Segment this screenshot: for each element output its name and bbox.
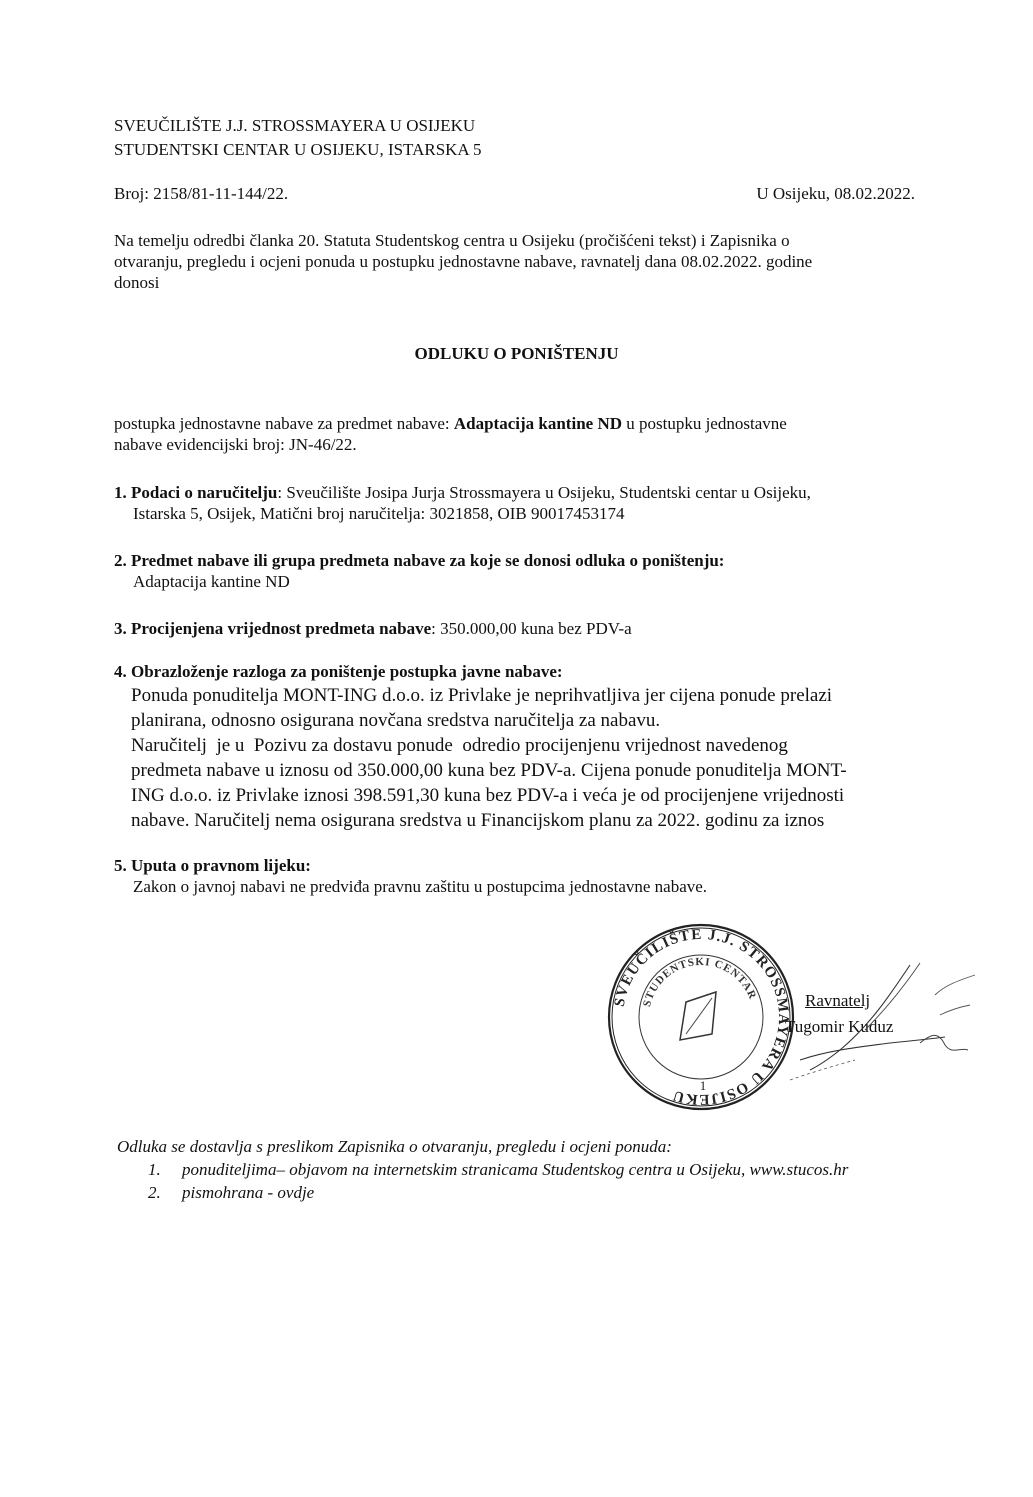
section-4-heading: 4. Obrazloženje razloga za poništenje postupka javne nabave: xyxy=(114,662,563,681)
official-stamp-seal xyxy=(606,922,796,1112)
distribution-item-text: ponuditeljima– objavom na internetskim stranicama Studentskog centra u Osijeku, www.stucos.hr xyxy=(182,1160,849,1179)
distribution-item xyxy=(148,1159,848,1180)
section-4-line: planirana, odnosno osigurana novčana sredstva naručitelja za nabavu. xyxy=(131,710,661,731)
distribution-item-number: 2. xyxy=(148,1183,161,1202)
section-2 xyxy=(114,550,724,592)
subject-line: nabave evidencijski broj: JN-46/22. xyxy=(114,435,357,454)
stamp-inner-text: STUDENTSKI CENTAR xyxy=(641,955,759,1009)
stamp-ring-text: SVEUČILIŠTE J.J. STROSSMAYERA U OSIJEKU xyxy=(611,926,792,1108)
document-title: ODLUKU O PONIŠTENJU xyxy=(414,344,619,363)
signatory-name: Tugomir Kuduz xyxy=(785,1017,894,1036)
section-3-heading: 3. Procijenjena vrijednost predmeta nabave xyxy=(114,619,432,638)
section-4-line: ING d.o.o. iz Privlake iznosi 398.591,30 kuna bez PDV-a i veća je od procijenjene vrijednosti xyxy=(131,785,845,806)
section-4-body xyxy=(131,683,916,833)
section-5-text: Zakon o javnoj nabavi ne predviđa pravnu zaštitu u postupcima jednostavne nabave. xyxy=(133,877,708,896)
section-5 xyxy=(114,855,707,897)
section-4-line: Ponuda ponuditelja MONT-ING d.o.o. iz Privlake je neprihvatljiva jer cijena ponude prelazi xyxy=(131,685,833,706)
institution-name: SVEUČILIŠTE J.J. STROSSMAYERA U OSIJEKU xyxy=(114,116,476,135)
distribution-intro: Odluka se dostavlja s preslikom Zapisnika o otvaranju, pregledu i ocjeni ponuda: xyxy=(117,1137,672,1156)
intro-line: donosi xyxy=(114,273,160,292)
section-3 xyxy=(114,618,632,639)
handwritten-signature xyxy=(770,955,990,1095)
signatory-role: Ravnatelj xyxy=(805,991,871,1010)
institution-address: STUDENTSKI CENTAR U OSIJEKU, ISTARSKA 5 xyxy=(114,140,482,159)
section-5-heading: 5. Uputa o pravnom lijeku: xyxy=(114,856,311,875)
stamp-number: 1 xyxy=(699,1078,707,1093)
section-1-text: : Sveučilište Josipa Jurja Strossmayera u Osijeku, Studentski centar u Osijeku, xyxy=(277,483,811,502)
distribution-item xyxy=(148,1182,314,1203)
section-4-line: nabave. Naručitelj nema osigurana sredstva u Financijskom planu za 2022. godinu za iznos xyxy=(131,810,825,831)
intro-paragraph xyxy=(114,230,915,293)
section-1-heading: 1. Podaci o naručitelju xyxy=(114,483,278,502)
section-4-line: predmeta nabave u iznosu od 350.000,00 kuna bez PDV-a. Cijena ponude ponuditelja MONT- xyxy=(131,760,847,781)
distribution-item-number: 1. xyxy=(148,1160,161,1179)
section-1-text: Istarska 5, Osijek, Matični broj naručitelja: 3021858, OIB 90017453174 xyxy=(133,504,625,523)
distribution-item-text: pismohrana - ovdje xyxy=(182,1183,315,1202)
svg-text:STUDENTSKI CENTAR xyxy=(641,956,759,1008)
section-2-text: Adaptacija kantine ND xyxy=(133,572,290,591)
reference-number: Broj: 2158/81-11-144/22. xyxy=(114,184,289,203)
section-4-line: Naručitelj je u Pozivu za dostavu ponude odredio procijenjenu vrijednost navedenog xyxy=(131,735,788,756)
place-date: U Osijeku, 08.02.2022. xyxy=(756,184,915,203)
subject-item: Adaptacija kantine ND xyxy=(453,414,622,433)
section-1 xyxy=(114,482,811,524)
subject-paragraph xyxy=(114,413,915,455)
subject-text: postupka jednostavne nabave za predmet nabave: xyxy=(114,414,454,433)
subject-text: u postupku jednostavne xyxy=(622,414,787,433)
section-3-text: : 350.000,00 kuna bez PDV-a xyxy=(431,619,632,638)
intro-line: otvaranju, pregledu i ocjeni ponuda u postupku jednostavne nabave, ravnatelj dana 08.02.2022. godine xyxy=(114,252,813,271)
intro-line: Na temelju odredbi članka 20. Statuta Studentskog centra u Osijeku (pročišćeni tekst) i Zapisnika o xyxy=(114,231,790,250)
section-2-heading: 2. Predmet nabave ili grupa predmeta nabave za koje se donosi odluka o poništenju: xyxy=(114,551,725,570)
